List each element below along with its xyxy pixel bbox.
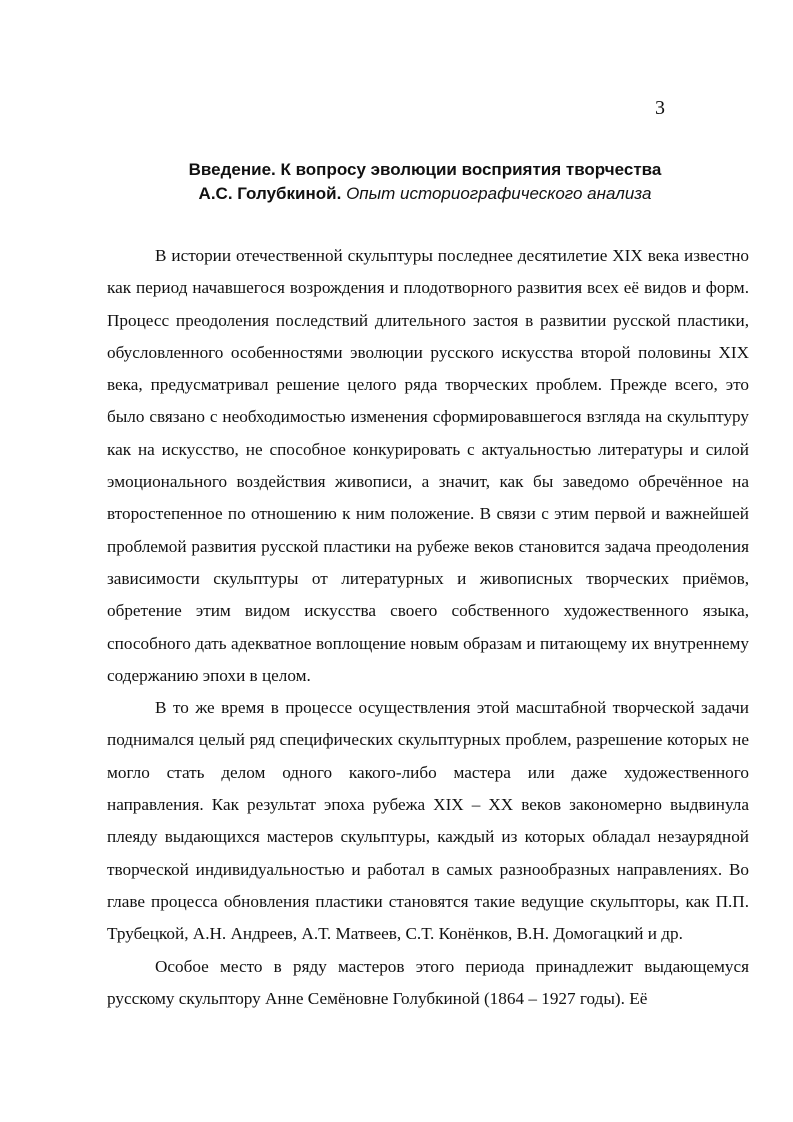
chapter-heading <box>90 158 760 206</box>
paragraph-1: В истории отечественной скульптуры последнее десятилетие XIX века известно как период начавшегося возрождения и плодотворного развития всех её видов и форм. Процесс преодоления последствий длительного застоя в развитии русской пластики, обусловленного особенностями эволюции русского искусства второй половины XIX века, предусматривал решение целого ряда творческих проблем. Прежде всего, это было связано с необходимостью изменения сформировавшегося взгляда на скульптуру как на искусство, не способное конкурировать с актуальностью литературы и силой эмоционального воздействия живописи, а значит, как бы заведомо обречённое на второстепенное по отношению к ним положение. В связи с этим первой и важнейшей проблемой развития русской пластики на рубеже веков становится задача преодоления зависимости скульптуры от литературных и живописных творческих приёмов, обретение этим видом искусства своего собственного художественного языка, способного дать адекватное воплощение новым образам и питающему их внутреннему содержанию эпохи в целом. <box>107 246 749 685</box>
heading-line-1: Введение. К вопросу эволюции восприятия творчества <box>188 160 662 179</box>
body-text <box>107 240 749 1015</box>
heading-author: А.С. Голубкиной. <box>198 184 342 203</box>
heading-subtitle: Опыт историографического анализа <box>346 184 652 203</box>
heading-line-2 <box>90 182 760 206</box>
paragraph-2: В то же время в процессе осуществления этой масштабной творческой задачи поднимался целый ряд специфических скульптурных проблем, разрешение которых не могло стать делом одного какого-либо мастера или даже художественного направления. Как результат эпоха рубежа XIX – XX веков закономерно выдвинула плеяду выдающихся мастеров скульптуры, каждый из которых обладал незаурядной творческой индивидуальностью и работал в самых разнообразных направлениях. Во главе процесса обновления пластики становятся такие ведущие скульпторы, как П.П. Трубецкой, А.Н. Андреев, А.Т. Матвеев, С.Т. Конёнков, В.Н. Домогацкий и др. <box>107 698 749 944</box>
paragraph-3: Особое место в ряду мастеров этого периода принадлежит выдающемуся русскому скульптору Анне Семёновне Голубкиной (1864 – 1927 годы). Её <box>107 956 749 1008</box>
page-number: 3 <box>655 97 665 119</box>
